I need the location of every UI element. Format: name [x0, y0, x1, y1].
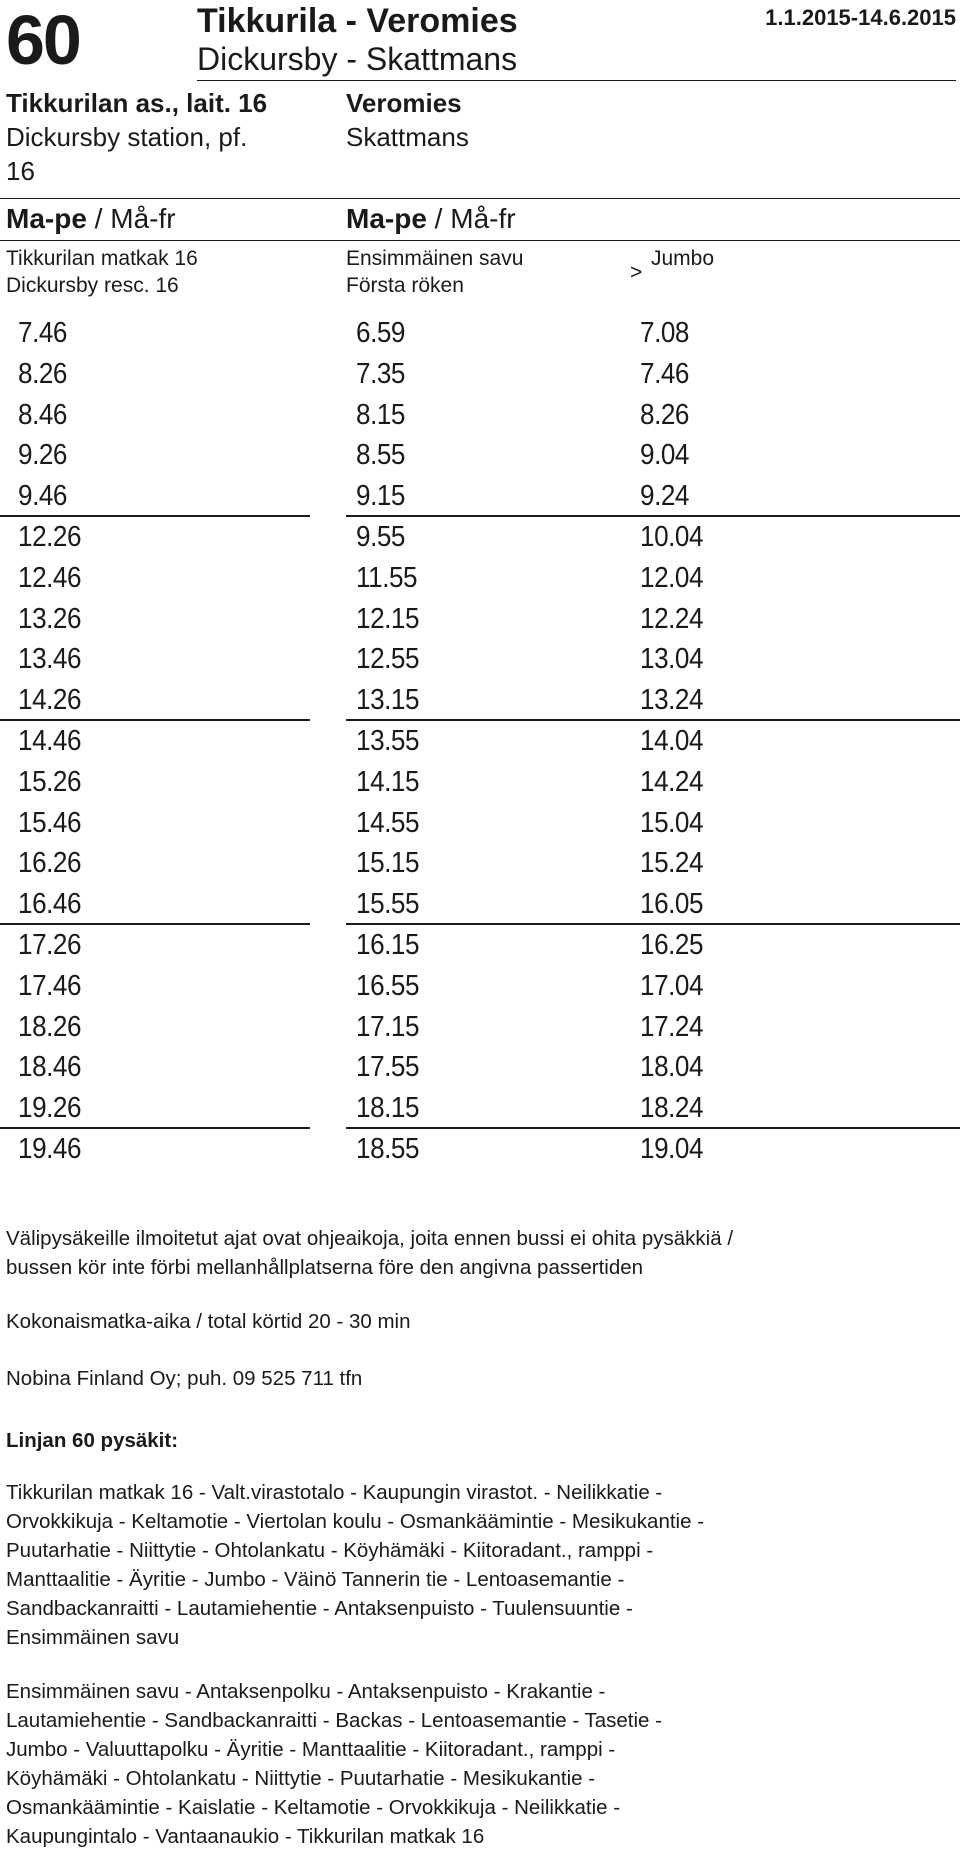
departure-time: 12.46 — [18, 561, 82, 594]
operator-info: Nobina Finland Oy; puh. 09 525 711 tfn — [6, 1367, 363, 1390]
departure-time: 16.05 — [640, 888, 704, 921]
stops-title: Linjan 60 pysäkit: — [6, 1429, 179, 1452]
departure-time: 13.15 — [356, 684, 420, 717]
departure-time: 18.24 — [640, 1092, 704, 1125]
departure-time: 8.26 — [18, 357, 68, 390]
departure-time: 16.46 — [18, 888, 82, 921]
departure-time: 9.04 — [640, 439, 690, 472]
departure-time: 19.46 — [18, 1132, 82, 1165]
days-divider — [0, 240, 960, 241]
departure-time: 10.04 — [640, 520, 704, 553]
intermediate-note-sv: bussen kör inte förbi mellanhållplatserna före den angivna passertiden — [6, 1256, 644, 1279]
stops-line: Ensimmäinen savu — [6, 1626, 180, 1649]
stops-line: Ensimmäinen savu - Antaksenpolku - Antaksenpuisto - Krakantie - — [6, 1680, 606, 1703]
right-stop-name-fi: Veromies — [346, 88, 462, 118]
validity-period: 1.1.2015-14.6.2015 — [765, 5, 956, 30]
right-stop-name-sv: Skattmans — [346, 122, 469, 152]
right-days-fi: Ma-pe — [346, 203, 427, 234]
stops-line: Sandbackanraitti - Lautamiehentie - Antaksenpuisto - Tuulensuuntie - — [6, 1597, 633, 1620]
left-stop-name-fi: Tikkurilan as., lait. 16 — [6, 88, 268, 118]
departure-time: 18.55 — [356, 1132, 420, 1165]
group-separator — [346, 719, 960, 721]
stops-line: Kaupungintalo - Vantaanaukio - Tikkurilan matkak 16 — [6, 1825, 485, 1848]
times-column-b — [356, 313, 419, 1170]
departure-time: 15.26 — [18, 765, 82, 798]
right-stop-header — [346, 86, 469, 154]
group-separator — [346, 1127, 960, 1129]
departure-time: 17.55 — [356, 1051, 420, 1084]
departure-time: 12.24 — [640, 602, 704, 635]
col-head-a — [6, 245, 198, 299]
departure-time: 9.15 — [356, 480, 406, 513]
col-head-a-sv: Dickursby resc. 16 — [6, 274, 179, 297]
col-head-b-fi: Ensimmäinen savu — [346, 247, 524, 270]
departure-time: 16.55 — [356, 969, 420, 1002]
stops-line: Puutarhatie - Niittytie - Ohtolankatu - Köyhämäki - Kiitoradant., ramppi - — [6, 1539, 654, 1562]
intermediate-note-fi: Välipysäkeille ilmoitetut ajat ovat ohjeaikoja, joita ennen bussi ei ohita pysäkkiä / — [6, 1227, 734, 1250]
departure-time: 12.26 — [18, 520, 82, 553]
departure-time: 7.46 — [640, 357, 690, 390]
departure-time: 14.24 — [640, 765, 704, 798]
departure-time: 19.04 — [640, 1132, 704, 1165]
departure-time: 7.35 — [356, 357, 406, 390]
stops-line: Manttaalitie - Äyritie - Jumbo - Väinö Tannerin tie - Lentoasemantie - — [6, 1568, 625, 1591]
departure-time: 8.15 — [356, 398, 406, 431]
departure-time: 15.24 — [640, 847, 704, 880]
group-separator — [0, 515, 310, 517]
departure-time: 18.26 — [18, 1010, 82, 1043]
departure-time: 9.46 — [18, 480, 68, 513]
group-separator — [0, 923, 310, 925]
departure-time: 17.04 — [640, 969, 704, 1002]
departure-time: 17.46 — [18, 969, 82, 1002]
via-arrow: > — [630, 261, 643, 284]
departure-time: 18.04 — [640, 1051, 704, 1084]
departure-time: 16.15 — [356, 928, 420, 961]
left-stop-name-sv: Dickursby station, pf. — [6, 122, 248, 152]
intermediate-note — [6, 1224, 954, 1282]
departure-time: 18.15 — [356, 1092, 420, 1125]
stops-return — [6, 1677, 954, 1851]
route-title-fi: Tikkurila - Veromies — [197, 2, 518, 40]
group-separator — [346, 515, 960, 517]
stops-outbound — [6, 1478, 954, 1652]
departure-time: 17.24 — [640, 1010, 704, 1043]
right-days — [346, 202, 516, 236]
departure-time: 15.04 — [640, 806, 704, 839]
departure-time: 9.55 — [356, 520, 406, 553]
departure-time: 13.55 — [356, 724, 420, 757]
col-head-b-sv: Första röken — [346, 274, 464, 297]
col-head-c: Jumbo — [651, 247, 715, 270]
group-separator — [0, 1127, 310, 1129]
departure-time: 12.15 — [356, 602, 420, 635]
departure-time: 13.24 — [640, 684, 704, 717]
departure-time: 7.08 — [640, 317, 690, 349]
total-time: Kokonaismatka-aika / total körtid 20 - 30 min — [6, 1310, 411, 1333]
departure-time: 18.46 — [18, 1051, 82, 1084]
departure-time: 13.04 — [640, 643, 704, 676]
departure-time: 9.26 — [18, 439, 68, 472]
times-column-a — [18, 313, 81, 1170]
right-days-sv: / Må-fr — [426, 203, 516, 234]
route-number: 60 — [6, 1, 80, 79]
departure-time: 15.46 — [18, 806, 82, 839]
route-title-sv: Dickursby - Skattmans — [197, 41, 518, 77]
stops-line: Jumbo - Valuuttapolku - Äyritie - Manttaalitie - Kiitoradant., ramppi - — [6, 1738, 616, 1761]
stops-line: Osmankäämintie - Kaislatie - Keltamotie - Orvokkikuja - Neilikkatie - — [6, 1796, 621, 1819]
departure-time: 8.46 — [18, 398, 68, 431]
left-stop-header — [6, 86, 267, 188]
departure-time: 14.04 — [640, 724, 704, 757]
departure-time: 16.26 — [18, 847, 82, 880]
departure-time: 14.26 — [18, 684, 82, 717]
stop-divider — [0, 198, 960, 199]
departure-time: 14.15 — [356, 765, 420, 798]
departure-time: 14.55 — [356, 806, 420, 839]
departure-time: 16.25 — [640, 928, 704, 961]
departure-time: 19.26 — [18, 1092, 82, 1125]
left-days — [6, 202, 176, 236]
departure-time: 17.26 — [18, 928, 82, 961]
left-stop-name-sv-2: 16 — [6, 156, 35, 186]
col-head-a-fi: Tikkurilan matkak 16 — [6, 247, 198, 270]
times-column-c — [640, 313, 703, 1170]
departure-time: 13.46 — [18, 643, 82, 676]
left-days-sv: / Må-fr — [86, 203, 176, 234]
departure-time: 14.46 — [18, 724, 82, 757]
left-days-fi: Ma-pe — [6, 203, 87, 234]
departure-time: 11.55 — [356, 561, 418, 594]
departure-time: 15.55 — [356, 888, 420, 921]
stops-line: Orvokkikuja - Keltamotie - Viertolan koulu - Osmankäämintie - Mesikukantie - — [6, 1510, 705, 1533]
departure-time: 12.04 — [640, 561, 704, 594]
departure-time: 17.15 — [356, 1010, 420, 1043]
departure-time: 8.55 — [356, 439, 406, 472]
departure-time: 12.55 — [356, 643, 420, 676]
col-head-b — [346, 245, 523, 299]
group-separator — [0, 719, 310, 721]
departure-time: 9.24 — [640, 480, 690, 513]
header-divider — [197, 80, 956, 81]
group-separator — [346, 923, 960, 925]
departure-time: 8.26 — [640, 398, 690, 431]
departure-time: 13.26 — [18, 602, 82, 635]
departure-time: 15.15 — [356, 847, 420, 880]
departure-time: 6.59 — [356, 317, 406, 349]
stops-line: Lautamiehentie - Sandbackanraitti - Backas - Lentoasemantie - Tasetie - — [6, 1709, 662, 1732]
stops-line: Köyhämäki - Ohtolankatu - Niittytie - Puutarhatie - Mesikukantie - — [6, 1767, 596, 1790]
stops-line: Tikkurilan matkak 16 - Valt.virastotalo - Kaupungin virastot. - Neilikkatie - — [6, 1481, 663, 1504]
departure-time: 7.46 — [18, 317, 68, 349]
